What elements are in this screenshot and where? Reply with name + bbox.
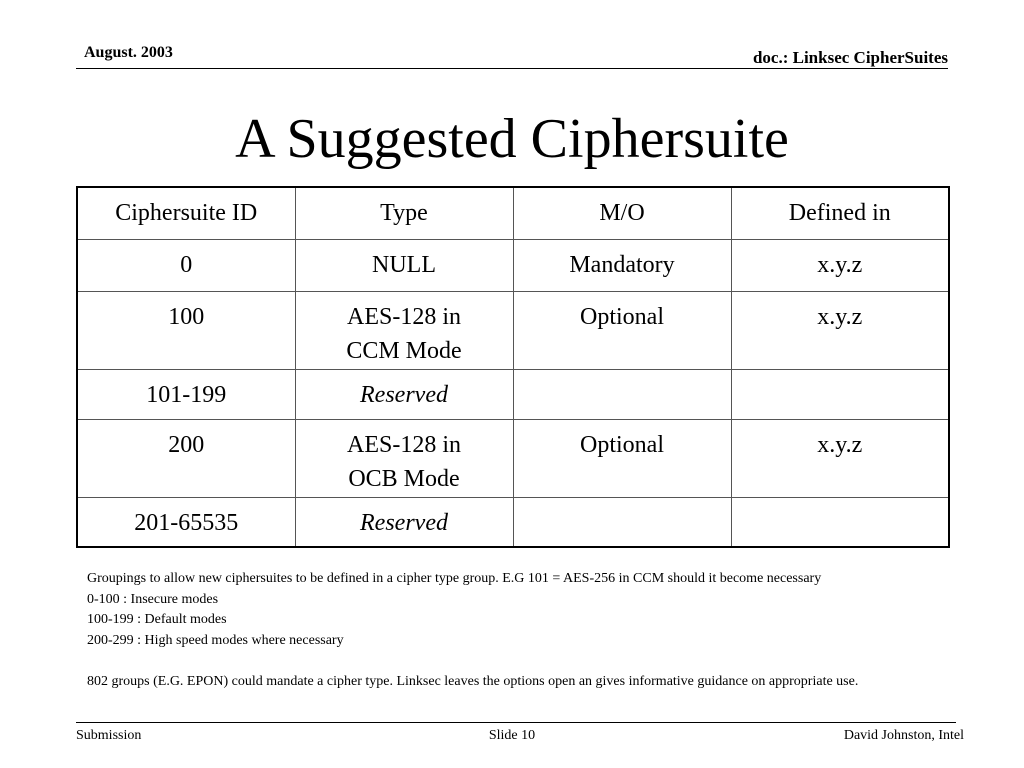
- cell-defined-in: [731, 369, 949, 419]
- cell-type: [295, 291, 513, 369]
- note-high-speed-modes: 200-299 : High speed modes where necessary: [87, 632, 344, 648]
- cell-type-line2: CCM Mode: [346, 337, 462, 364]
- cell-mo: [513, 369, 731, 419]
- cell-mo: [513, 497, 731, 547]
- cell-type-line1: AES-128 in: [347, 303, 461, 330]
- table-row: [77, 419, 949, 497]
- header-divider: [76, 68, 948, 69]
- footer-divider: [76, 722, 956, 723]
- header-date: August. 2003: [84, 44, 173, 61]
- cell-ciphersuite-id: 101-199: [77, 369, 295, 419]
- note-802-groups: 802 groups (E.G. EPON) could mandate a cipher type. Linksec leaves the options open an gives informative guidance on appropriate use.: [87, 673, 859, 689]
- ciphersuite-table: [76, 186, 950, 548]
- cell-type-line2: OCB Mode: [348, 465, 460, 492]
- note-default-modes: 100-199 : Default modes: [87, 612, 227, 627]
- footer-slide-number: Slide 10: [488, 728, 536, 743]
- footer-submission: Submission: [76, 728, 142, 743]
- cell-defined-in: x.y.z: [731, 239, 949, 291]
- slide-title: A Suggested Ciphersuite: [235, 108, 789, 170]
- cell-type: [295, 419, 513, 497]
- notes-block: [87, 569, 997, 692]
- cell-type: Reserved: [295, 497, 513, 547]
- note-insecure-modes: 0-100 : Insecure modes: [87, 591, 219, 607]
- header-doc-title: doc.: Linksec CipherSuites: [752, 48, 948, 67]
- table-row: [77, 239, 949, 291]
- cell-type: NULL: [295, 239, 513, 291]
- cell-ciphersuite-id: 200: [77, 419, 295, 497]
- note-spacer: [87, 651, 997, 672]
- column-header-mo: M/O: [513, 187, 731, 239]
- cell-type: Reserved: [295, 369, 513, 419]
- cell-ciphersuite-id: 0: [77, 239, 295, 291]
- cell-ciphersuite-id: 201-65535: [77, 497, 295, 547]
- table-row: [77, 497, 949, 547]
- cell-mo: Mandatory: [513, 239, 731, 291]
- column-header-defined-in: Defined in: [731, 187, 949, 239]
- cell-ciphersuite-id: 100: [77, 291, 295, 369]
- note-groupings: Groupings to allow new ciphersuites to be defined in a cipher type group. E.G 101 = AES-256 in CCM should it become necessary: [87, 571, 822, 586]
- cell-mo: Optional: [513, 291, 731, 369]
- table-row: [77, 369, 949, 419]
- cell-defined-in: x.y.z: [731, 291, 949, 369]
- table-header-row: [77, 187, 949, 239]
- cell-defined-in: [731, 497, 949, 547]
- column-header-type: Type: [295, 187, 513, 239]
- cell-defined-in: x.y.z: [731, 419, 949, 497]
- column-header-ciphersuite-id: Ciphersuite ID: [77, 187, 295, 239]
- table-row: [77, 291, 949, 369]
- cell-type-line1: AES-128 in: [347, 431, 461, 458]
- footer-author: David Johnston, Intel: [843, 728, 964, 743]
- cell-mo: Optional: [513, 419, 731, 497]
